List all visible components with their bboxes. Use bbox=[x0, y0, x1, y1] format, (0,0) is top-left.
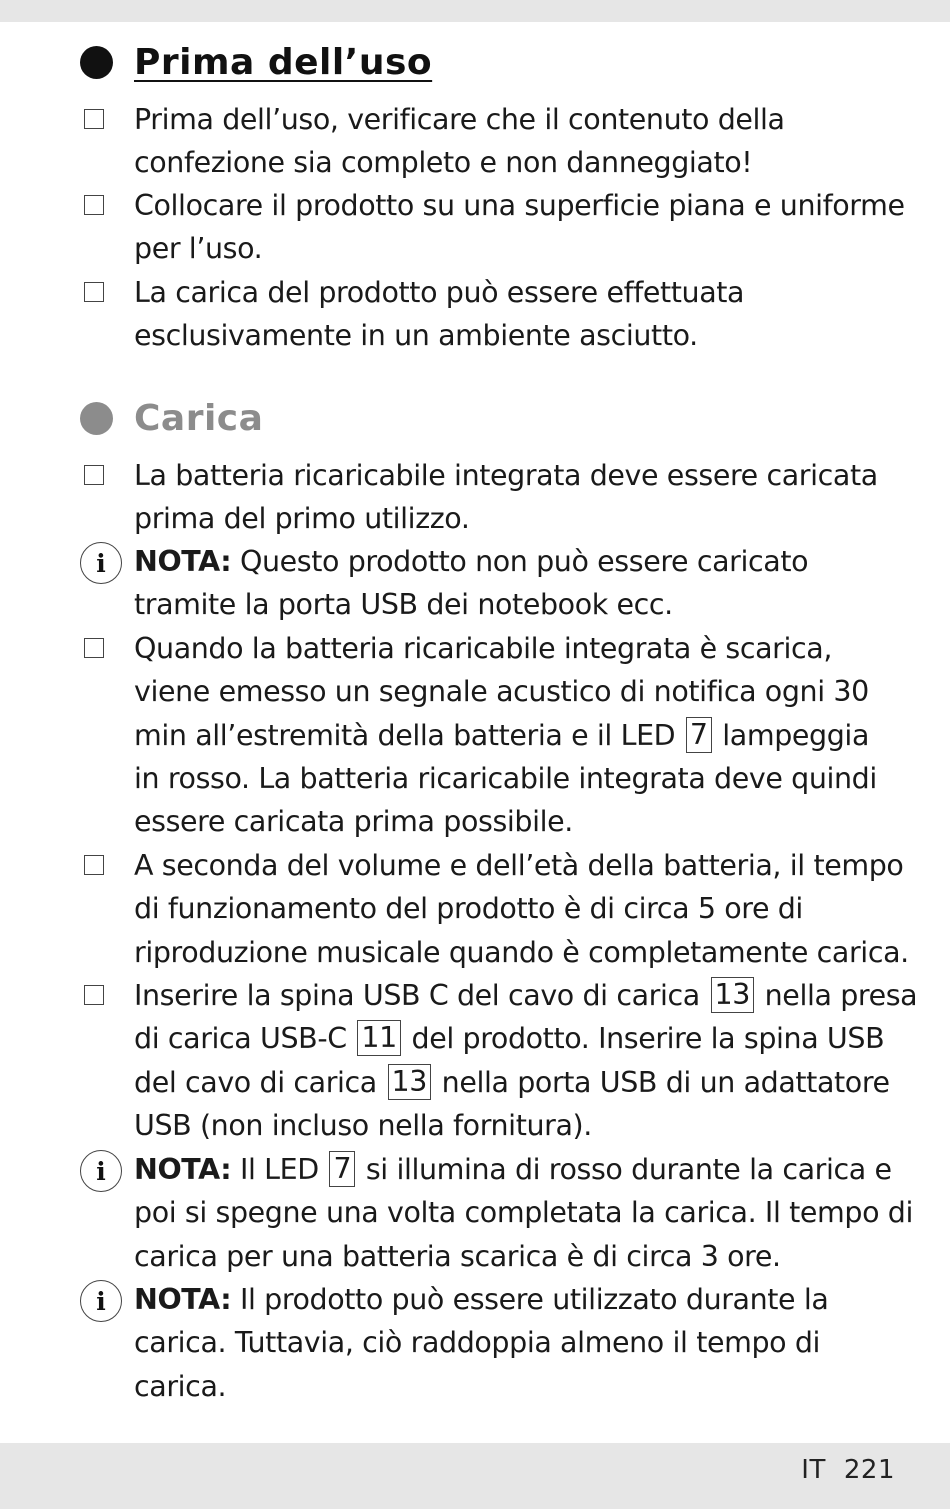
text-line: Prima dell’uso, verificare che il contenuto della bbox=[134, 103, 785, 136]
list-item bbox=[80, 271, 920, 358]
list-item bbox=[80, 627, 920, 843]
text-line: La carica del prodotto può essere effettuata bbox=[134, 276, 745, 309]
checkbox-bullet-icon bbox=[84, 638, 104, 658]
text-run: del cavo di carica bbox=[134, 1065, 386, 1099]
text-line: A seconda del volume e dell’età della batteria, il tempo bbox=[134, 849, 904, 882]
note-block bbox=[80, 540, 920, 627]
text-line bbox=[134, 974, 920, 1017]
note-text: Questo prodotto non può essere caricato bbox=[231, 545, 809, 578]
note-block bbox=[80, 1278, 920, 1408]
list-item bbox=[80, 184, 920, 271]
note-block bbox=[80, 1148, 920, 1278]
text-run: del prodotto. Inserire la spina USB bbox=[402, 1022, 885, 1056]
list-item bbox=[80, 844, 920, 974]
text-run: nella porta USB di un adattatore bbox=[433, 1065, 890, 1099]
text-line: per l’uso. bbox=[134, 232, 263, 266]
note-label: NOTA: bbox=[134, 1153, 232, 1186]
section-title: Carica bbox=[134, 397, 264, 439]
section-title: Prima dell’uso bbox=[134, 41, 433, 83]
text-line: tramite la porta USB dei notebook ecc. bbox=[134, 588, 673, 622]
section-heading-carica bbox=[80, 394, 263, 442]
page-footer bbox=[801, 1455, 895, 1485]
text-line: di funzionamento del prodotto è di circa 5 ore di bbox=[134, 892, 803, 926]
text-line: carica. bbox=[134, 1369, 227, 1403]
text-line: essere caricata prima possibile. bbox=[134, 805, 573, 839]
note-label: NOTA: bbox=[134, 1283, 232, 1316]
checkbox-bullet-icon bbox=[84, 282, 104, 302]
text-run: lampeggia bbox=[713, 718, 870, 752]
text-line: Quando la batteria ricaricabile integrata è scarica, bbox=[134, 632, 832, 665]
language-code: IT bbox=[801, 1455, 826, 1485]
text-line: Collocare il prodotto su una superficie piana e uniforme bbox=[134, 189, 905, 222]
text-line bbox=[134, 1017, 920, 1060]
checkbox-bullet-icon bbox=[84, 985, 104, 1005]
text-line bbox=[134, 1061, 920, 1104]
text-line: carica. Tuttavia, ciò raddoppia almeno il tempo di bbox=[134, 1326, 821, 1360]
info-icon: i bbox=[80, 1280, 122, 1322]
part-reference: 7 bbox=[686, 717, 712, 753]
text-line: poi si spegne una volta completata la carica. Il tempo di bbox=[134, 1196, 913, 1230]
info-icon: i bbox=[80, 542, 122, 584]
section-dot-icon bbox=[80, 46, 113, 79]
info-icon: i bbox=[80, 1150, 122, 1192]
text-line: USB (non incluso nella fornitura). bbox=[134, 1108, 592, 1142]
part-reference: 7 bbox=[329, 1151, 355, 1187]
text-line: carica per una batteria scarica è di circa 3 ore. bbox=[134, 1239, 781, 1273]
list-item bbox=[80, 454, 920, 541]
checkbox-bullet-icon bbox=[84, 855, 104, 875]
text-line: in rosso. La batteria ricaricabile integrata deve quindi bbox=[134, 761, 877, 795]
text-line: La batteria ricaricabile integrata deve essere caricata bbox=[134, 459, 878, 492]
text-line bbox=[134, 1148, 920, 1191]
section-heading-prima-delluso bbox=[80, 38, 432, 86]
text-run: Inserire la spina USB C del cavo di carica bbox=[134, 979, 709, 1012]
text-line bbox=[134, 714, 920, 757]
text-run: nella presa bbox=[755, 979, 918, 1012]
text-line: prima del primo utilizzo. bbox=[134, 502, 470, 536]
checkbox-bullet-icon bbox=[84, 465, 104, 485]
page-number: 221 bbox=[843, 1455, 895, 1485]
checkbox-bullet-icon bbox=[84, 109, 104, 129]
text-line bbox=[134, 1278, 920, 1321]
text-line: viene emesso un segnale acustico di notifica ogni 30 bbox=[134, 675, 869, 709]
text-line: esclusivamente in un ambiente asciutto. bbox=[134, 319, 698, 353]
note-text: Il prodotto può essere utilizzato durante la bbox=[231, 1283, 829, 1316]
top-band bbox=[0, 0, 950, 22]
checkbox-bullet-icon bbox=[84, 195, 104, 215]
part-reference: 13 bbox=[388, 1064, 431, 1100]
note-label: NOTA: bbox=[134, 545, 232, 578]
part-reference: 11 bbox=[357, 1020, 400, 1056]
text-line bbox=[134, 540, 920, 583]
part-reference: 13 bbox=[711, 977, 754, 1013]
list-item bbox=[80, 974, 920, 1147]
text-run: min all’estremità della batteria e il LED bbox=[134, 718, 684, 752]
section-dot-icon bbox=[80, 402, 113, 435]
list-item bbox=[80, 98, 920, 185]
text-line: confezione sia completo e non danneggiato! bbox=[134, 146, 753, 180]
text-line: riproduzione musicale quando è completamente carica. bbox=[134, 935, 909, 969]
text-run: Il LED bbox=[231, 1153, 328, 1186]
text-run: di carica USB-C bbox=[134, 1022, 356, 1056]
text-run: si illumina di rosso durante la carica e bbox=[357, 1153, 892, 1186]
